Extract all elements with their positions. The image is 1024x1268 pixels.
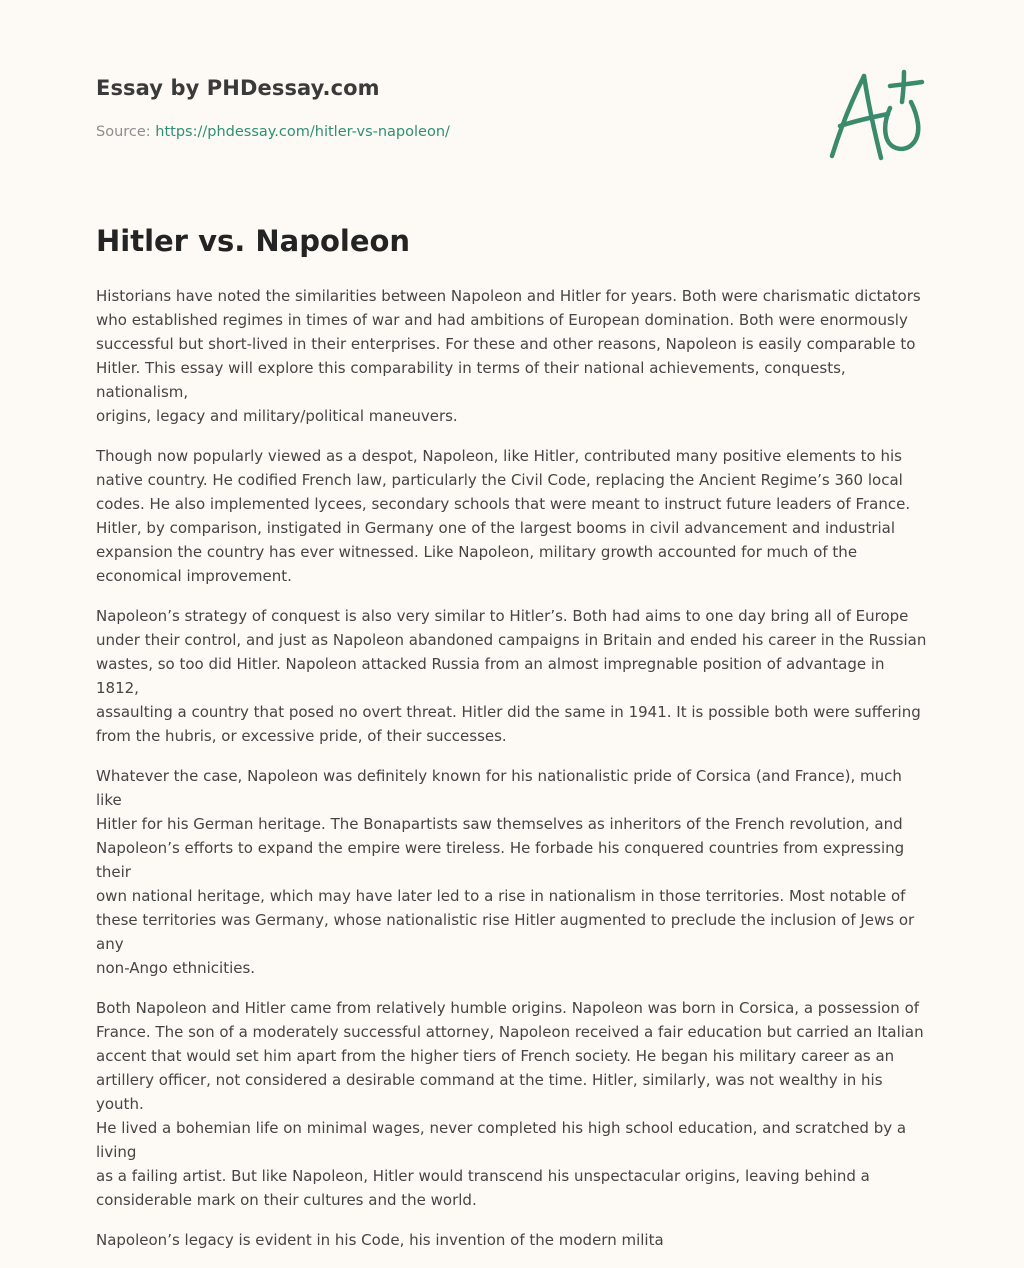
paragraph-5: Both Napoleon and Hitler came from relatively humble origins. Napoleon was born in Corsica, a possession of France. The son of a moderately successful attorney, Napoleon received a fair education but carried an Italian accent that would set him apart from the higher tiers of French society. He began his military career as an artillery officer, not considered a desirable command at the time. Hitler, similarly, was not wealthy in his youth. He lived a bohemian life on minimal wages, never completed his high school education, and scratched by a living as a failing artist. But like Napoleon, Hitler would transcend his unspectacular origins, leaving behind a considerable mark on their cultures and the world. [96, 999, 924, 1209]
a-plus-grade-icon [824, 68, 928, 164]
paragraph-2: Though now popularly viewed as a despot, Napoleon, like Hitler, contributed many positive elements to his native country. He codified French law, particularly the Civil Code, replacing the Ancient Regime’s 360 local codes. He also implemented lycees, secondary schools that were meant to instruct future leaders of France. Hitler, by comparison, instigated in Germany one of the largest booms in civil advancement and industrial expansion the country has ever witnessed. Like Napoleon, military growth accounted for much of the economical improvement. [96, 447, 911, 585]
paragraph-1: Historians have noted the similarities between Napoleon and Hitler for years. Both were charismatic dictators who established regimes in times of war and had ambitions of European domination. Both were enormously successful but short-lived in their enterprises. For these and other reasons, Napoleon is easily comparable to Hitler. This essay will explore this comparability in terms of their national achievements, conquests, nationalism, origins, legacy and military/political maneuvers. [96, 287, 921, 425]
paragraph-6: Napoleon’s legacy is evident in his Code, his invention of the modern milita [96, 1231, 664, 1249]
source-link[interactable]: https://phdessay.com/hitler-vs-napoleon/ [155, 124, 450, 140]
essay-body [96, 284, 932, 1268]
source-label: Source: [96, 124, 151, 140]
essay-title: Hitler vs. Napoleon [96, 224, 411, 258]
page-header [96, 72, 928, 182]
source-line [96, 124, 450, 140]
brand-title: Essay by PHDessay.com [96, 76, 380, 100]
paragraph-4: Whatever the case, Napoleon was definitely known for his nationalistic pride of Corsica (and France), much like Hitler for his German heritage. The Bonapartists saw themselves as inheritors of the French revolution, and Napoleon’s efforts to expand the empire were tireless. He forbade his conquered countries from expressing their own national heritage, which may have later led to a rise in nationalism in those territories. Most notable of these territories was Germany, whose nationalistic rise Hitler augmented to preclude the inclusion of Jews or any non-Ango ethnicities. [96, 767, 915, 977]
paragraph-3: Napoleon’s strategy of conquest is also very similar to Hitler’s. Both had aims to one day bring all of Europe under their control, and just as Napoleon abandoned campaigns in Britain and ended his career in the Russian wastes, so too did Hitler. Napoleon attacked Russia from an almost impregnable position of advantage in 1812, assaulting a country that posed no overt threat. Hitler did the same in 1941. It is possible both were suffering from the hubris, or excessive pride, of their successes. [96, 607, 927, 745]
